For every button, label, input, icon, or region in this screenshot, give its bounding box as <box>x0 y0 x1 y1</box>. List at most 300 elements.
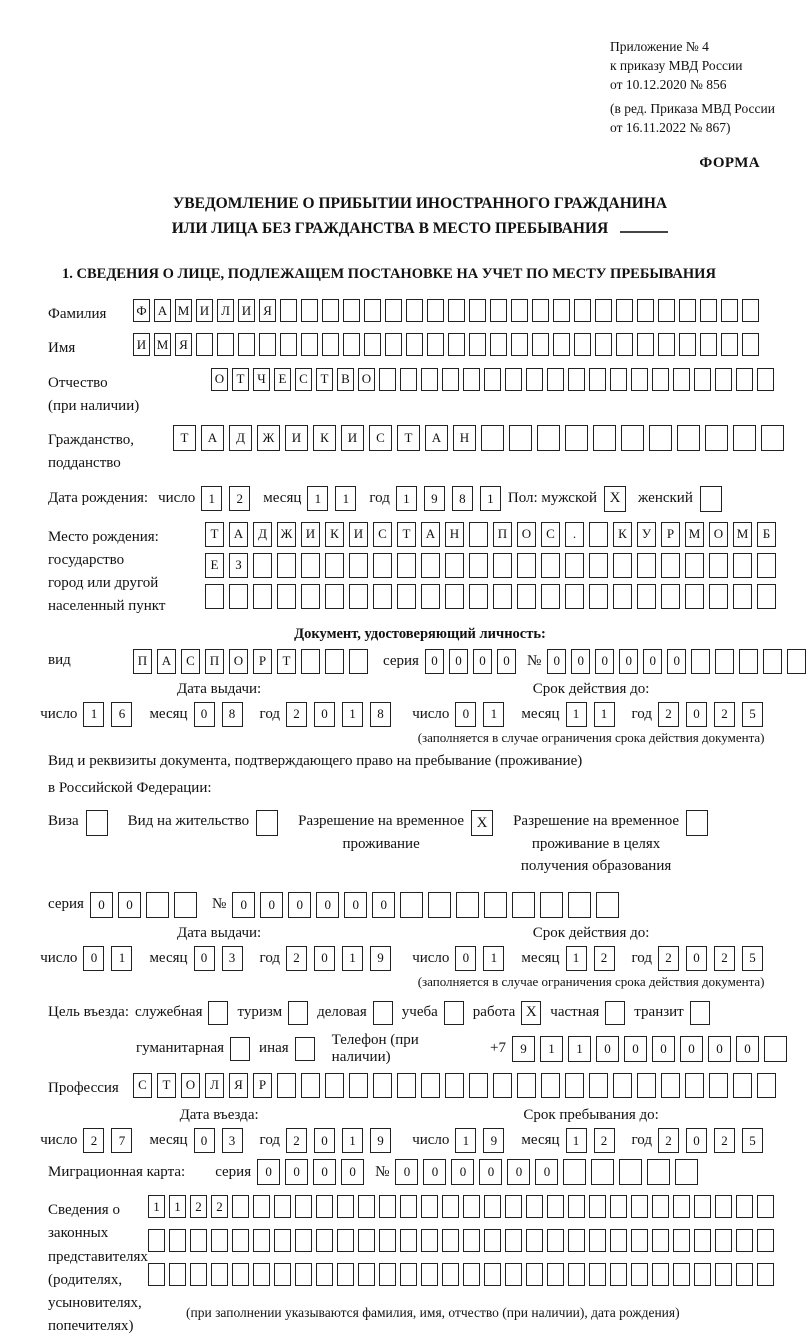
form-cell[interactable]: 2 <box>658 1128 679 1153</box>
form-cell[interactable] <box>463 1195 480 1218</box>
form-cell[interactable]: 1 <box>111 946 132 971</box>
form-cell[interactable] <box>595 299 612 322</box>
form-cell[interactable]: Д <box>253 522 272 547</box>
form-cell[interactable]: П <box>133 649 152 674</box>
form-cell[interactable] <box>595 333 612 356</box>
form-cell[interactable]: 0 <box>497 649 516 674</box>
form-cell[interactable] <box>229 584 248 609</box>
form-cell[interactable]: 1 <box>83 702 104 727</box>
form-cell[interactable]: О <box>181 1073 200 1098</box>
form-cell[interactable]: 2 <box>229 486 250 511</box>
form-cell[interactable]: 0 <box>260 892 283 918</box>
form-cell[interactable] <box>190 1229 207 1252</box>
form-cell[interactable] <box>661 584 680 609</box>
form-cell[interactable] <box>574 299 591 322</box>
form-cell[interactable]: К <box>325 522 344 547</box>
form-cell[interactable] <box>715 649 734 674</box>
form-cell[interactable]: А <box>421 522 440 547</box>
form-cell[interactable] <box>589 522 608 547</box>
form-cell[interactable] <box>232 1195 249 1218</box>
form-cell[interactable]: Т <box>157 1073 176 1098</box>
form-cell[interactable] <box>709 584 728 609</box>
form-cell[interactable] <box>565 584 584 609</box>
form-cell[interactable]: Е <box>274 368 291 391</box>
form-cell[interactable] <box>637 553 656 578</box>
form-cell[interactable] <box>397 1073 416 1098</box>
birthplace-cells-row3[interactable] <box>205 584 781 609</box>
form-cell[interactable] <box>742 333 759 356</box>
form-cell[interactable]: 6 <box>111 702 132 727</box>
form-cell[interactable] <box>677 425 700 451</box>
form-cell[interactable]: 1 <box>455 1128 476 1153</box>
form-cell[interactable] <box>337 1229 354 1252</box>
form-cell[interactable] <box>631 1229 648 1252</box>
entry-day-cells[interactable] <box>83 1128 139 1153</box>
form-cell[interactable] <box>277 553 296 578</box>
doc-valid-month-cells[interactable] <box>566 702 622 727</box>
form-cell[interactable] <box>540 892 563 918</box>
form-cell[interactable] <box>505 368 522 391</box>
form-cell[interactable] <box>568 368 585 391</box>
form-cell[interactable]: 0 <box>708 1036 731 1062</box>
form-cell[interactable]: А <box>229 522 248 547</box>
form-cell[interactable]: 0 <box>479 1159 502 1185</box>
form-cell[interactable]: 1 <box>566 946 587 971</box>
form-cell[interactable] <box>316 1195 333 1218</box>
form-cell[interactable] <box>613 1073 632 1098</box>
form-cell[interactable] <box>733 425 756 451</box>
form-cell[interactable] <box>511 333 528 356</box>
form-cell[interactable] <box>148 1229 165 1252</box>
form-cell[interactable] <box>553 299 570 322</box>
form-cell[interactable] <box>301 649 320 674</box>
form-cell[interactable]: 1 <box>540 1036 563 1062</box>
form-cell[interactable]: М <box>685 522 704 547</box>
form-cell[interactable]: 0 <box>451 1159 474 1185</box>
form-cell[interactable] <box>763 649 782 674</box>
form-cell[interactable] <box>673 1229 690 1252</box>
form-cell[interactable] <box>739 649 758 674</box>
form-cell[interactable]: С <box>369 425 392 451</box>
form-cell[interactable] <box>343 333 360 356</box>
form-cell[interactable] <box>358 1195 375 1218</box>
form-cell[interactable] <box>673 1263 690 1286</box>
form-cell[interactable]: И <box>196 299 213 322</box>
form-cell[interactable]: Я <box>175 333 192 356</box>
form-cell[interactable]: 0 <box>425 649 444 674</box>
form-cell[interactable] <box>541 553 560 578</box>
form-cell[interactable] <box>787 649 806 674</box>
form-cell[interactable]: 0 <box>624 1036 647 1062</box>
form-cell[interactable] <box>428 892 451 918</box>
form-cell[interactable] <box>619 1159 642 1185</box>
form-cell[interactable] <box>373 584 392 609</box>
form-cell[interactable]: 1 <box>342 1128 363 1153</box>
form-cell[interactable]: Т <box>277 649 296 674</box>
form-cell[interactable]: Н <box>453 425 476 451</box>
form-cell[interactable] <box>757 1195 774 1218</box>
form-cell[interactable]: Я <box>259 299 276 322</box>
temp-residence-education-checkbox[interactable] <box>686 810 708 836</box>
form-cell[interactable] <box>253 1195 270 1218</box>
form-cell[interactable] <box>589 1195 606 1218</box>
form-cell[interactable]: 0 <box>118 892 141 918</box>
form-cell[interactable]: 1 <box>396 486 417 511</box>
form-cell[interactable] <box>700 299 717 322</box>
form-cell[interactable] <box>349 649 368 674</box>
form-cell[interactable] <box>757 1263 774 1286</box>
form-cell[interactable] <box>445 553 464 578</box>
form-cell[interactable]: 8 <box>452 486 473 511</box>
form-cell[interactable] <box>541 584 560 609</box>
form-cell[interactable] <box>526 1229 543 1252</box>
form-cell[interactable] <box>364 299 381 322</box>
birthplace-cells-row1[interactable] <box>205 522 781 547</box>
form-cell[interactable] <box>232 1229 249 1252</box>
form-cell[interactable] <box>316 1229 333 1252</box>
form-cell[interactable] <box>547 1229 564 1252</box>
permit-valid-year-cells[interactable] <box>658 946 770 971</box>
form-cell[interactable] <box>253 584 272 609</box>
form-cell[interactable] <box>379 368 396 391</box>
form-cell[interactable] <box>700 333 717 356</box>
form-cell[interactable] <box>736 1263 753 1286</box>
purpose-official-checkbox[interactable] <box>208 1001 228 1025</box>
form-cell[interactable] <box>232 1263 249 1286</box>
form-cell[interactable]: Я <box>229 1073 248 1098</box>
form-cell[interactable]: 0 <box>686 702 707 727</box>
form-cell[interactable]: А <box>154 299 171 322</box>
legal-reps-cells-row1[interactable] <box>148 1195 778 1218</box>
form-cell[interactable] <box>568 1195 585 1218</box>
form-cell[interactable] <box>694 1229 711 1252</box>
form-cell[interactable]: 7 <box>111 1128 132 1153</box>
form-cell[interactable] <box>526 368 543 391</box>
form-cell[interactable] <box>505 1229 522 1252</box>
form-cell[interactable]: Д <box>229 425 252 451</box>
form-cell[interactable] <box>301 299 318 322</box>
form-cell[interactable]: Т <box>397 522 416 547</box>
form-cell[interactable] <box>349 584 368 609</box>
form-cell[interactable] <box>616 333 633 356</box>
form-cell[interactable] <box>295 1263 312 1286</box>
form-cell[interactable]: П <box>493 522 512 547</box>
form-cell[interactable] <box>721 299 738 322</box>
form-cell[interactable]: 0 <box>449 649 468 674</box>
form-cell[interactable]: . <box>565 522 584 547</box>
form-cell[interactable]: 2 <box>286 946 307 971</box>
form-cell[interactable] <box>301 553 320 578</box>
form-cell[interactable] <box>469 1073 488 1098</box>
form-cell[interactable] <box>616 299 633 322</box>
form-cell[interactable] <box>694 1195 711 1218</box>
form-cell[interactable]: И <box>133 333 150 356</box>
form-cell[interactable]: 5 <box>742 946 763 971</box>
form-cell[interactable]: 0 <box>314 1128 335 1153</box>
form-cell[interactable] <box>325 553 344 578</box>
form-cell[interactable] <box>637 333 654 356</box>
form-cell[interactable] <box>148 1263 165 1286</box>
form-cell[interactable]: 0 <box>680 1036 703 1062</box>
form-cell[interactable] <box>469 333 486 356</box>
form-cell[interactable] <box>400 1263 417 1286</box>
form-cell[interactable] <box>673 368 690 391</box>
form-cell[interactable] <box>442 368 459 391</box>
form-cell[interactable] <box>526 1195 543 1218</box>
form-cell[interactable] <box>280 333 297 356</box>
form-cell[interactable]: О <box>211 368 228 391</box>
visa-checkbox[interactable] <box>86 810 108 836</box>
form-cell[interactable] <box>541 1073 560 1098</box>
form-cell[interactable] <box>456 892 479 918</box>
form-cell[interactable] <box>253 553 272 578</box>
form-cell[interactable]: А <box>157 649 176 674</box>
form-cell[interactable]: 0 <box>194 702 215 727</box>
form-cell[interactable] <box>574 333 591 356</box>
form-cell[interactable] <box>637 1073 656 1098</box>
form-cell[interactable] <box>661 553 680 578</box>
sex-male-checkbox[interactable]: X <box>604 486 626 512</box>
form-cell[interactable] <box>274 1229 291 1252</box>
form-cell[interactable] <box>547 1195 564 1218</box>
form-cell[interactable]: С <box>133 1073 152 1098</box>
form-cell[interactable]: 2 <box>286 702 307 727</box>
form-cell[interactable]: О <box>517 522 536 547</box>
form-cell[interactable] <box>463 368 480 391</box>
form-cell[interactable] <box>565 425 588 451</box>
form-cell[interactable] <box>205 584 224 609</box>
form-cell[interactable] <box>217 333 234 356</box>
form-cell[interactable]: У <box>637 522 656 547</box>
form-cell[interactable]: 0 <box>473 649 492 674</box>
form-cell[interactable] <box>568 1229 585 1252</box>
purpose-study-checkbox[interactable] <box>444 1001 464 1025</box>
sex-female-checkbox[interactable] <box>700 486 722 512</box>
surname-cells[interactable] <box>133 299 763 322</box>
permit-issue-day-cells[interactable] <box>83 946 139 971</box>
form-cell[interactable]: 9 <box>483 1128 504 1153</box>
form-cell[interactable]: 0 <box>686 1128 707 1153</box>
form-cell[interactable] <box>385 299 402 322</box>
form-cell[interactable]: 0 <box>313 1159 336 1185</box>
form-cell[interactable] <box>490 299 507 322</box>
form-cell[interactable]: Р <box>661 522 680 547</box>
form-cell[interactable] <box>658 333 675 356</box>
form-cell[interactable] <box>652 1195 669 1218</box>
form-cell[interactable]: 9 <box>370 946 391 971</box>
form-cell[interactable]: М <box>175 299 192 322</box>
form-cell[interactable]: 0 <box>395 1159 418 1185</box>
form-cell[interactable]: 0 <box>455 702 476 727</box>
form-cell[interactable]: 2 <box>190 1195 207 1218</box>
purpose-tourism-checkbox[interactable] <box>288 1001 308 1025</box>
doc-valid-year-cells[interactable] <box>658 702 770 727</box>
form-cell[interactable]: И <box>341 425 364 451</box>
form-cell[interactable]: 1 <box>307 486 328 511</box>
form-cell[interactable]: 3 <box>222 946 243 971</box>
form-cell[interactable] <box>733 584 752 609</box>
form-cell[interactable] <box>259 333 276 356</box>
form-cell[interactable] <box>705 425 728 451</box>
phone-cells[interactable] <box>512 1036 792 1062</box>
form-cell[interactable]: 1 <box>483 946 504 971</box>
form-cell[interactable]: Т <box>173 425 196 451</box>
form-cell[interactable] <box>146 892 169 918</box>
form-cell[interactable] <box>421 1073 440 1098</box>
form-cell[interactable]: 1 <box>566 702 587 727</box>
form-cell[interactable]: 0 <box>595 649 614 674</box>
form-cell[interactable] <box>190 1263 207 1286</box>
form-cell[interactable]: 2 <box>286 1128 307 1153</box>
form-cell[interactable] <box>652 1229 669 1252</box>
form-cell[interactable] <box>652 368 669 391</box>
form-cell[interactable] <box>481 425 504 451</box>
form-cell[interactable]: 1 <box>342 702 363 727</box>
doc-number-cells[interactable] <box>547 649 811 674</box>
form-cell[interactable] <box>509 425 532 451</box>
form-cell[interactable] <box>679 333 696 356</box>
form-cell[interactable]: С <box>541 522 560 547</box>
form-cell[interactable] <box>463 1229 480 1252</box>
form-cell[interactable] <box>568 1263 585 1286</box>
form-cell[interactable] <box>757 553 776 578</box>
form-cell[interactable]: М <box>733 522 752 547</box>
form-cell[interactable]: 0 <box>736 1036 759 1062</box>
form-cell[interactable] <box>613 553 632 578</box>
form-cell[interactable] <box>589 368 606 391</box>
form-cell[interactable] <box>169 1229 186 1252</box>
form-cell[interactable] <box>610 1195 627 1218</box>
form-cell[interactable] <box>649 425 672 451</box>
form-cell[interactable]: Е <box>205 553 224 578</box>
form-cell[interactable] <box>406 333 423 356</box>
form-cell[interactable] <box>691 649 710 674</box>
form-cell[interactable]: С <box>373 522 392 547</box>
form-cell[interactable]: 0 <box>643 649 662 674</box>
entry-month-cells[interactable] <box>194 1128 250 1153</box>
form-cell[interactable] <box>673 1195 690 1218</box>
form-cell[interactable] <box>591 1159 614 1185</box>
form-cell[interactable]: 2 <box>714 1128 735 1153</box>
birth-year-cells[interactable] <box>396 486 508 511</box>
purpose-work-checkbox[interactable]: X <box>521 1001 541 1025</box>
form-cell[interactable] <box>337 1195 354 1218</box>
form-cell[interactable] <box>589 553 608 578</box>
form-cell[interactable] <box>325 584 344 609</box>
patronymic-cells[interactable] <box>211 368 778 391</box>
form-cell[interactable] <box>373 553 392 578</box>
form-cell[interactable] <box>211 1263 228 1286</box>
form-cell[interactable]: 1 <box>483 702 504 727</box>
form-cell[interactable] <box>652 1263 669 1286</box>
permit-series-cells[interactable] <box>90 892 202 918</box>
migration-number-cells[interactable] <box>395 1159 703 1185</box>
form-cell[interactable]: Ж <box>277 522 296 547</box>
form-cell[interactable] <box>715 368 732 391</box>
form-cell[interactable] <box>379 1195 396 1218</box>
form-cell[interactable]: 1 <box>480 486 501 511</box>
form-cell[interactable] <box>547 1263 564 1286</box>
birthplace-cells-row2[interactable] <box>205 553 781 578</box>
form-cell[interactable] <box>565 553 584 578</box>
form-cell[interactable] <box>400 892 423 918</box>
form-cell[interactable] <box>675 1159 698 1185</box>
form-cell[interactable] <box>761 425 784 451</box>
form-cell[interactable]: 0 <box>90 892 113 918</box>
form-cell[interactable] <box>301 333 318 356</box>
form-cell[interactable]: 9 <box>512 1036 535 1062</box>
form-cell[interactable] <box>448 299 465 322</box>
form-cell[interactable] <box>637 584 656 609</box>
form-cell[interactable] <box>511 299 528 322</box>
form-cell[interactable] <box>469 299 486 322</box>
permit-valid-month-cells[interactable] <box>566 946 622 971</box>
form-cell[interactable] <box>442 1263 459 1286</box>
form-cell[interactable] <box>526 1263 543 1286</box>
form-cell[interactable] <box>610 1229 627 1252</box>
form-cell[interactable] <box>631 1263 648 1286</box>
form-cell[interactable] <box>445 1073 464 1098</box>
form-cell[interactable]: 2 <box>714 946 735 971</box>
form-cell[interactable] <box>565 1073 584 1098</box>
form-cell[interactable]: 0 <box>596 1036 619 1062</box>
purpose-private-checkbox[interactable] <box>605 1001 625 1025</box>
form-cell[interactable] <box>547 368 564 391</box>
form-cell[interactable]: 1 <box>594 702 615 727</box>
form-cell[interactable]: С <box>295 368 312 391</box>
form-cell[interactable]: В <box>337 368 354 391</box>
form-cell[interactable]: 0 <box>535 1159 558 1185</box>
form-cell[interactable] <box>253 1263 270 1286</box>
form-cell[interactable] <box>517 1073 536 1098</box>
form-cell[interactable]: М <box>154 333 171 356</box>
form-cell[interactable] <box>589 584 608 609</box>
form-cell[interactable]: С <box>181 649 200 674</box>
form-cell[interactable] <box>325 1073 344 1098</box>
form-cell[interactable] <box>397 584 416 609</box>
form-cell[interactable] <box>694 1263 711 1286</box>
doc-valid-day-cells[interactable] <box>455 702 511 727</box>
form-cell[interactable]: 2 <box>211 1195 228 1218</box>
form-cell[interactable]: 1 <box>201 486 222 511</box>
form-cell[interactable]: 0 <box>314 702 335 727</box>
profession-cells[interactable] <box>133 1073 781 1098</box>
form-cell[interactable] <box>484 1263 501 1286</box>
form-cell[interactable] <box>493 584 512 609</box>
form-cell[interactable]: А <box>201 425 224 451</box>
form-cell[interactable] <box>721 333 738 356</box>
form-cell[interactable]: 2 <box>714 702 735 727</box>
legal-reps-cells-row2[interactable] <box>148 1229 778 1252</box>
stay-month-cells[interactable] <box>566 1128 622 1153</box>
purpose-other-checkbox[interactable] <box>295 1037 315 1061</box>
form-cell[interactable] <box>610 1263 627 1286</box>
permit-issue-month-cells[interactable] <box>194 946 250 971</box>
form-cell[interactable] <box>733 553 752 578</box>
firstname-cells[interactable] <box>133 333 763 356</box>
form-cell[interactable] <box>593 425 616 451</box>
form-cell[interactable] <box>757 1073 776 1098</box>
form-cell[interactable] <box>679 299 696 322</box>
form-cell[interactable] <box>685 584 704 609</box>
form-cell[interactable] <box>469 584 488 609</box>
form-cell[interactable] <box>295 1195 312 1218</box>
form-cell[interactable]: 3 <box>222 1128 243 1153</box>
form-cell[interactable] <box>442 1195 459 1218</box>
form-cell[interactable] <box>400 1195 417 1218</box>
form-cell[interactable] <box>421 553 440 578</box>
form-cell[interactable] <box>484 368 501 391</box>
